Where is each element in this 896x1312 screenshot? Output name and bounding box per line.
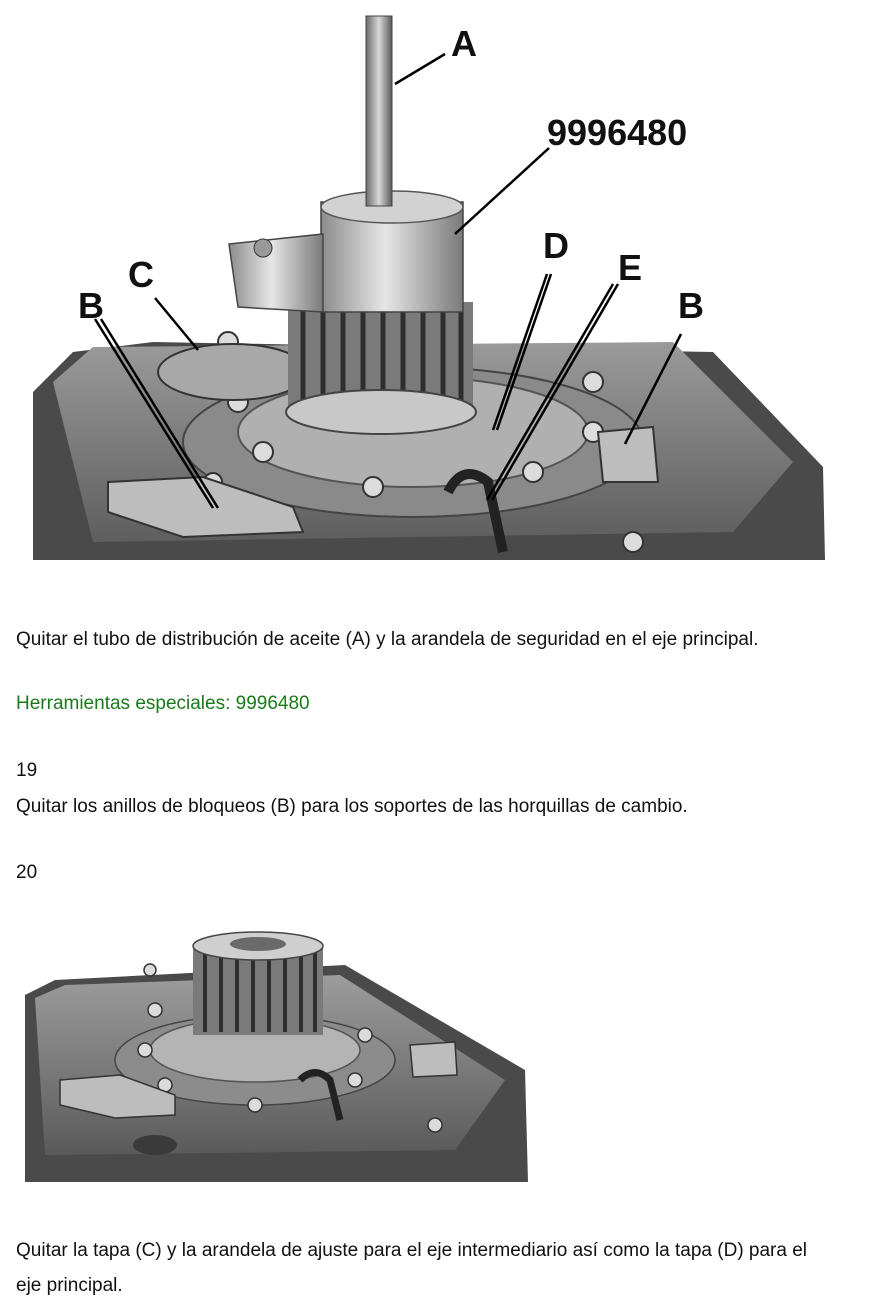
callout-b-right: B: [678, 285, 704, 326]
callout-c: C: [128, 254, 154, 295]
callout-e: E: [618, 247, 643, 288]
step19-number: 19: [16, 760, 38, 781]
callout-d: D: [543, 225, 569, 266]
callout-a: A: [451, 23, 477, 64]
callout-tool-number: 9996480: [547, 112, 688, 153]
step20-body-line1: Quitar la tapa (C) y la arandela de ajuste para el eje intermediario así como la tapa (D) para el: [16, 1240, 808, 1261]
step18-body: Quitar el tubo de distribución de aceite (A) y la arandela de seguridad en el eje principal.: [16, 629, 759, 650]
step19-body: Quitar los anillos de bloqueos (B) para los soportes de las horquillas de cambio.: [16, 796, 688, 817]
gearbox-photo-with-tool: [33, 12, 825, 560]
step20-body-line2: eje principal.: [16, 1275, 123, 1296]
step20-number: 20: [16, 862, 38, 883]
callout-b-left: B: [78, 285, 104, 326]
special-tools: Herramientas especiales: 9996480: [16, 693, 310, 714]
gearbox-photo: [25, 920, 528, 1182]
